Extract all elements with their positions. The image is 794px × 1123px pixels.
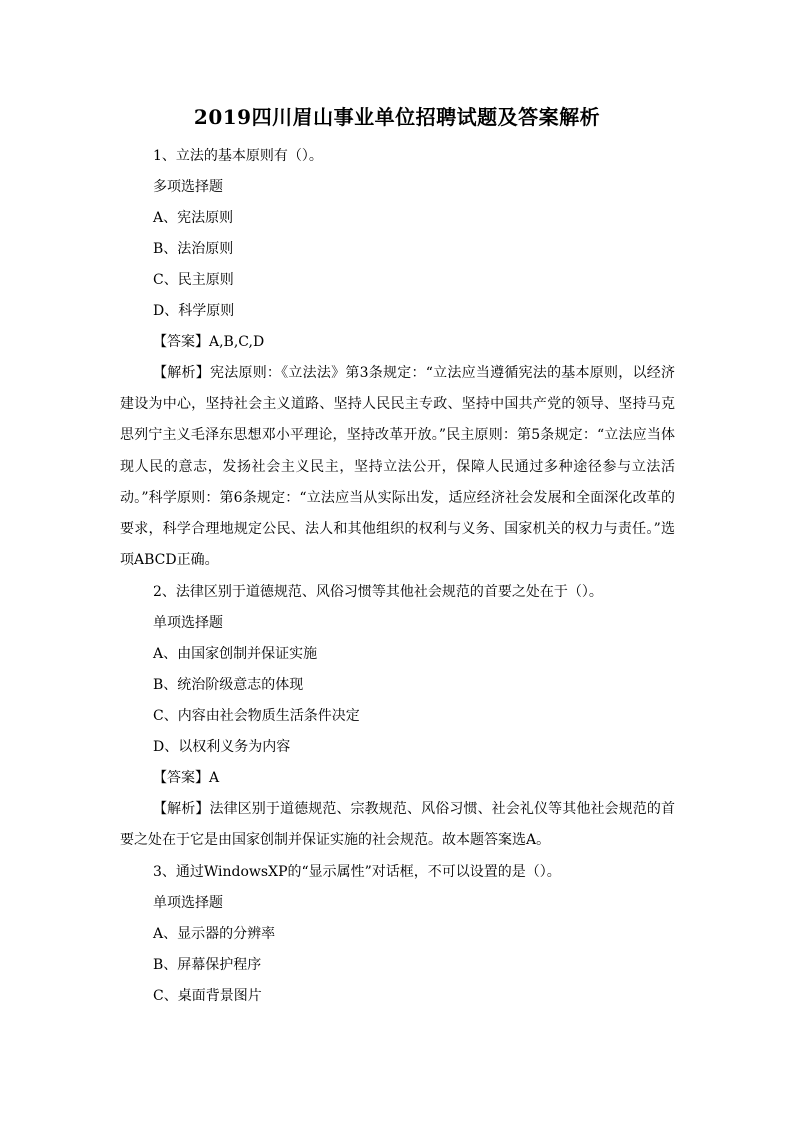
question-1-option-a: A、宪法原则 [153,210,234,226]
question-2-option-b: B、统治阶级意志的体现 [153,677,304,693]
question-3-text: 3、通过WindowsXP的“显示属性”对话框，不可以设置的是（）。 [153,864,561,880]
answer-label: 【答案】 [153,770,209,786]
question-1-analysis [120,358,675,576]
question-1-answer [153,332,264,352]
question-2-text: 2、法律区别于道德规范、风俗习惯等其他社会规范的首要之处在于（）。 [153,584,603,600]
question-1-type: 多项选择题 [153,179,223,195]
document-title: 2019四川眉山事业单位招聘试题及答案解析 [193,105,601,129]
answer-label: 【答案】 [153,334,209,350]
question-1-option-b: B、法治原则 [153,241,234,257]
question-2-answer [153,768,219,788]
question-1-option-d: D、科学原则 [153,303,235,319]
analysis-text: 法律区别于道德规范、宗教规范、风俗习惯、社会礼仪等其他社会规范的首要之处在于它是由国家创制并保证实施的社会规范。故本题答案选A。 [120,801,676,849]
question-1-text: 1、立法的基本原则有（）。 [153,148,323,164]
analysis-label: 【解析】 [153,365,210,381]
analysis-label: 【解析】 [153,801,210,817]
answer-value: A [209,770,220,786]
question-2-analysis [120,794,675,856]
question-3-option-a: A、显示器的分辨率 [153,926,276,942]
question-2-option-c: C、内容由社会物质生活条件决定 [153,708,360,724]
question-2-option-d: D、以权利义务为内容 [153,739,291,755]
question-1-option-c: C、民主原则 [153,272,234,288]
question-3-option-b: B、屏幕保护程序 [153,957,262,973]
answer-value: A,B,C,D [209,334,265,350]
analysis-text: 宪法原则：《立法法》第3条规定：“立法应当遵循宪法的基本原则，以经济建设为中心，坚持社会主义道路、坚持人民民主专政、坚持中国共产党的领导、坚持马克思列宁主义毛泽东思想邓小平理论，坚持改革开放。”民主原则：第5条规定：“立法应当体现人民的意志，发扬社会主义民主，坚持立法公开，保障人民通过多种途径参与立法活动。”科学原则：第6条规定：“立法应当从实际出发，适应经济社会发展和全面深化改革的要求，科学合理地规定公民、法人和其他组织的权利与义务、国家机关的权力与责任。”选项ABCD正确。 [120,365,676,569]
question-2-option-a: A、由国家创制并保证实施 [153,646,318,662]
question-3-type: 单项选择题 [153,895,223,911]
question-2-type: 单项选择题 [153,615,223,631]
question-3-option-c: C、桌面背景图片 [153,988,262,1004]
